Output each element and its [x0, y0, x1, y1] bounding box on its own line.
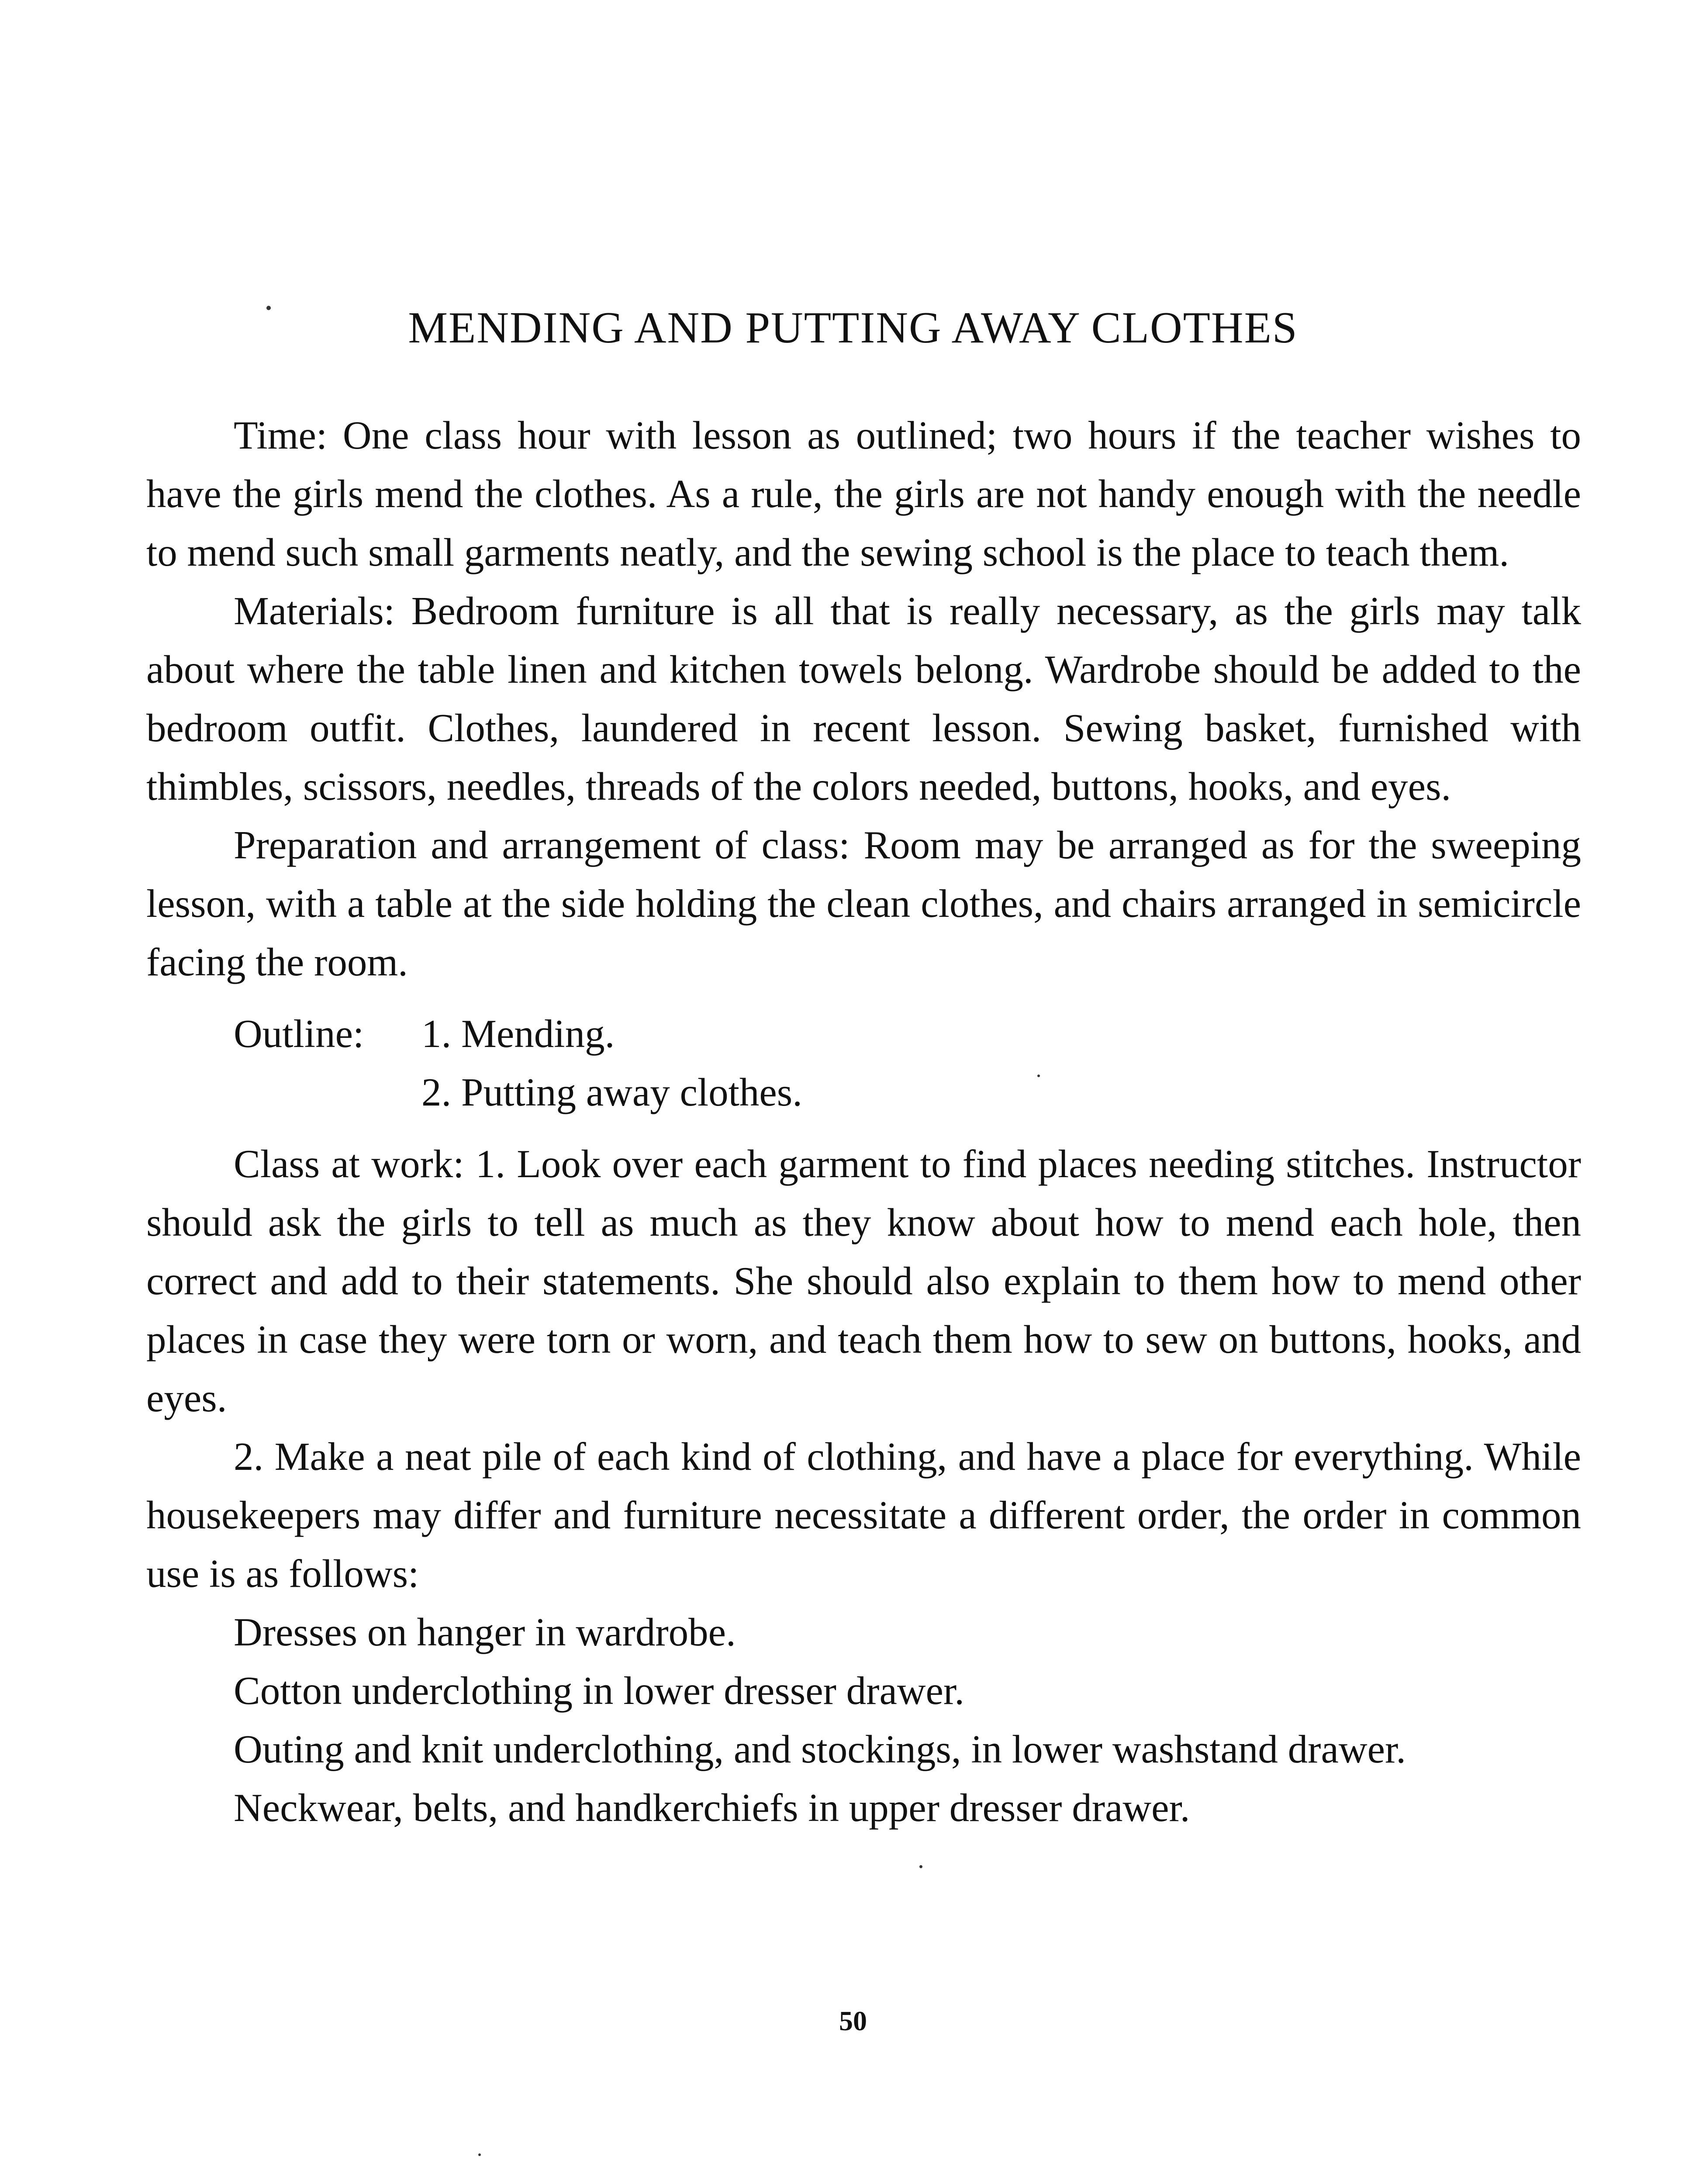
outline-item-mending: 1. Mending. [421, 1012, 615, 1056]
outline-label: Outline: [234, 1012, 364, 1056]
paragraph-time: Time: One class hour with lesson as outlined; two hours if the teacher wishes to have the girls mend the clothes. As a rule, the girls are not handy enough with the needle to mend such small garments neatly, and the sewing school is the place to teach them. [146, 413, 1581, 574]
paragraph-materials: Materials: Bedroom furniture is all that is really necessary, as the girls may talk about where the table linen and kitchen towels belong. Wardrobe should be added to the bedroom outfit. Clothes, laundered in recent lesson. Sewing basket, furnished with thimbles, scissors, needles, threads of the colors needed, buttons, hooks, and eyes. [146, 589, 1581, 809]
paper-speck [1037, 1075, 1040, 1077]
outline-item-putting-away: 2. Putting away clothes. [421, 1070, 802, 1114]
paragraph-dresses: Dresses on hanger in wardrobe. [234, 1610, 736, 1654]
page-number: 50 [839, 2005, 867, 2036]
paragraph-outing: Outing and knit underclothing, and stockings, in lower washstand drawer. [234, 1727, 1406, 1771]
paragraph-neckwear: Neckwear, belts, and handkerchiefs in upper dresser drawer. [234, 1786, 1190, 1830]
page-title: MENDING AND PUTTING AWAY CLOTHES [408, 303, 1298, 352]
body-text [146, 406, 1581, 1837]
outline-row-2 [146, 1063, 1581, 1122]
paragraph-preparation: Preparation and arrangement of class: Room may be arranged as for the sweeping lesson, with a table at the side holding the clean clothes, and chairs arranged in semicircle facing the room. [146, 823, 1581, 984]
paper-speck [919, 1865, 922, 1868]
outline-row-1 [146, 1005, 1581, 1063]
paragraph-step-two: 2. Make a neat pile of each kind of clothing, and have a place for everything. While housekeepers may differ and furniture necessitate a different order, the order in common use is as follows: [146, 1434, 1581, 1596]
outline-block [146, 1005, 1581, 1122]
paragraph-class-at-work: Class at work: 1. Look over each garment to find places needing stitches. Instructor should ask the girls to tell as much as they know about how to mend each hole, then correct and add to their statements. She should also explain to them how to mend other places in case they were torn or worn, and teach them how to sew on buttons, hooks, and eyes. [146, 1142, 1581, 1420]
paper-speck [266, 306, 271, 310]
paper-speck [478, 2153, 481, 2156]
paragraph-cotton: Cotton underclothing in lower dresser drawer. [234, 1669, 964, 1713]
